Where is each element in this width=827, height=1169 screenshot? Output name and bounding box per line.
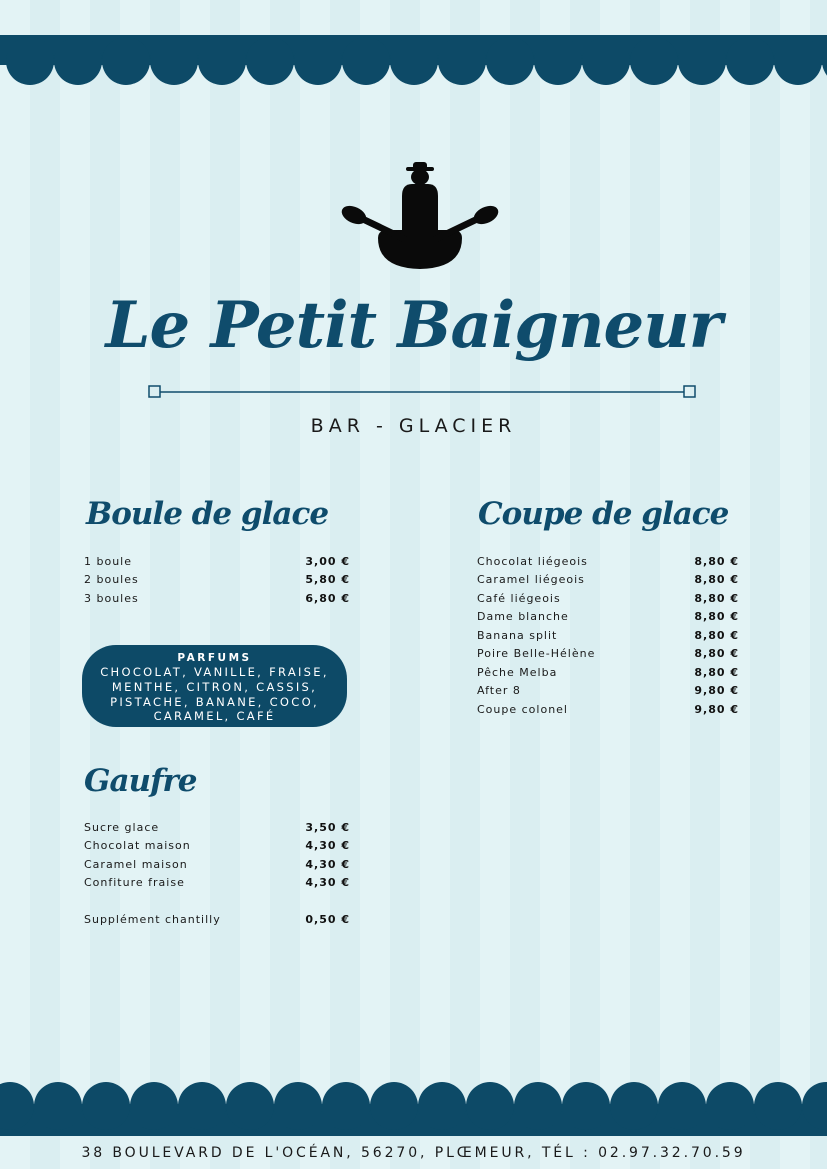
item-name: Chocolat liégeois	[477, 554, 588, 568]
item-price: 8,80 €	[694, 591, 739, 605]
menu-row	[84, 855, 350, 874]
section-title-gaufre: Gaufre	[84, 763, 197, 799]
item-price: 8,80 €	[694, 554, 739, 568]
item-name: Chocolat maison	[84, 839, 191, 853]
item-name: Dame blanche	[477, 610, 569, 624]
menu-row	[477, 682, 739, 701]
item-name: 3 boules	[84, 591, 139, 605]
item-price: 4,30 €	[305, 839, 350, 853]
item-name: Banana split	[477, 628, 558, 642]
menu-row	[84, 874, 350, 893]
menu-row	[84, 818, 350, 837]
item-name: Café liégeois	[477, 591, 561, 605]
subtitle: BAR - GLACIER	[310, 415, 517, 437]
bottom-scallop-border	[0, 1080, 827, 1136]
item-name: Supplément chantilly	[84, 912, 221, 926]
item-price: 8,80 €	[694, 573, 739, 587]
item-name: After 8	[477, 684, 521, 698]
title-divider	[148, 385, 696, 399]
rower-in-boat-icon	[340, 160, 500, 272]
item-name: Caramel liégeois	[477, 573, 585, 587]
item-name: Coupe colonel	[477, 702, 568, 716]
supplement-price-list	[84, 910, 350, 929]
menu-row	[84, 837, 350, 856]
item-price: 8,80 €	[694, 665, 739, 679]
item-price: 9,80 €	[694, 702, 739, 716]
menu-row	[477, 663, 739, 682]
menu-row	[477, 645, 739, 664]
item-name: Sucre glace	[84, 820, 160, 834]
item-price: 8,80 €	[694, 610, 739, 624]
item-price: 4,30 €	[305, 876, 350, 890]
item-price: 3,00 €	[305, 554, 350, 568]
footer-address: 38 BOULEVARD DE L'OCÉAN, 56270, PLŒMEUR, TÉL : 02.97.32.70.59	[81, 1145, 746, 1161]
item-price: 8,80 €	[694, 647, 739, 661]
gaufre-price-list	[84, 818, 350, 892]
item-price: 5,80 €	[305, 573, 350, 587]
menu-row	[477, 552, 739, 571]
flavors-badge	[82, 645, 347, 727]
item-name: Confiture fraise	[84, 876, 185, 890]
item-name: 1 boule	[84, 554, 133, 568]
top-scallop-border	[0, 35, 827, 87]
item-price: 8,80 €	[694, 628, 739, 642]
menu-row	[477, 608, 739, 627]
boule-price-list	[84, 552, 350, 608]
section-title-coupe: Coupe de glace	[478, 496, 729, 532]
item-name: Pêche Melba	[477, 665, 558, 679]
flavors-list: CHOCOLAT, VANILLE, FRAISE, MENTHE, CITRON, CASSIS, PISTACHE, BANANE, COCO, CARAMEL, CAFÉ	[100, 665, 329, 724]
item-price: 3,50 €	[305, 820, 350, 834]
menu-row	[477, 589, 739, 608]
menu-row	[84, 571, 350, 590]
menu-row	[477, 571, 739, 590]
flavors-title: PARFUMS	[177, 652, 252, 664]
menu-row	[84, 552, 350, 571]
menu-row	[84, 589, 350, 608]
restaurant-name: Le Petit Baigneur	[105, 288, 722, 363]
item-name: Poire Belle-Hélène	[477, 647, 596, 661]
menu-row	[84, 910, 350, 929]
menu-row	[477, 626, 739, 645]
section-title-boule: Boule de glace	[86, 496, 329, 532]
item-price: 0,50 €	[305, 912, 350, 926]
menu-row	[477, 700, 739, 719]
item-price: 6,80 €	[305, 591, 350, 605]
coupe-price-list	[477, 552, 739, 719]
item-price: 4,30 €	[305, 857, 350, 871]
item-name: 2 boules	[84, 573, 139, 587]
item-name: Caramel maison	[84, 857, 188, 871]
item-price: 9,80 €	[694, 684, 739, 698]
